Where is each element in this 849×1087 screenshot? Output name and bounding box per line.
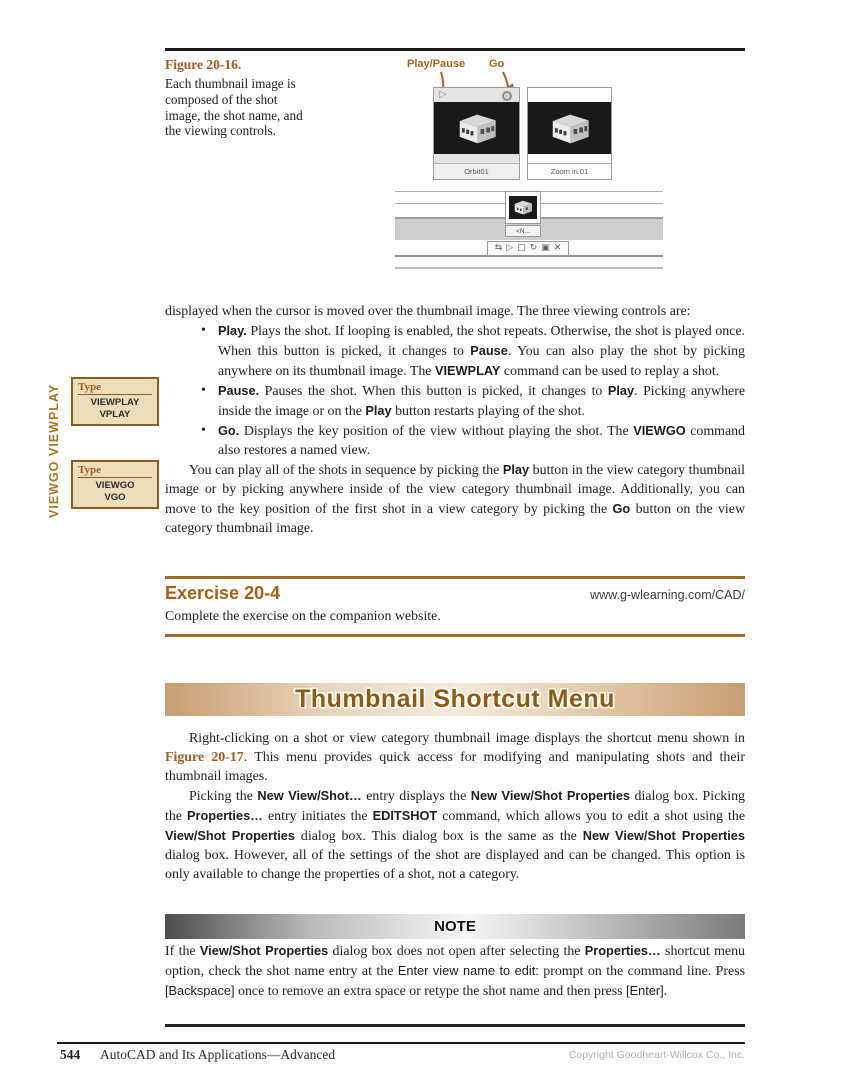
stop-icon: □: [517, 243, 526, 253]
drawing-window-strips: [395, 191, 663, 280]
command-entry: VGO: [104, 492, 126, 503]
exercise-bottom-rule: [165, 634, 745, 637]
shot-thumbnail-orbit01: [433, 87, 520, 180]
shot-image: [528, 102, 611, 154]
figure-caption: [165, 57, 303, 139]
command-entry: VIEWPLAY: [90, 397, 140, 408]
note-title: NOTE: [434, 918, 476, 935]
go-icon: [502, 91, 512, 101]
loop-icon: ⇆: [494, 243, 503, 253]
close-icon: ✕: [553, 243, 562, 253]
house-model-image: [512, 199, 534, 216]
showmotion-toolbar: [487, 241, 569, 256]
footer-rule: [57, 1042, 745, 1044]
play-icon: ▷: [439, 89, 447, 100]
viewing-controls-list: [165, 321, 745, 460]
margin-label-viewplay: VIEWPLAY: [47, 383, 61, 457]
command-entry: VIEWGO: [95, 480, 135, 491]
view-category-thumbnail: [505, 191, 541, 224]
figure-label: Figure 20-16.: [165, 57, 242, 72]
section-heading: Thumbnail Shortcut Menu: [295, 685, 615, 713]
note-end-rule: [165, 1024, 745, 1027]
exercise-body: Complete the exercise on the companion website.: [165, 609, 441, 624]
shortcut-menu-paragraph: Right-clicking on a shot or view category thumbnail image displays the shortcut menu shown in Figure 20-17. This menu provides quick access for modifying and manipulating shots and their thumbnail images.: [165, 731, 745, 784]
list-item: • Play. Plays the shot. If looping is enabled, the shot repeats. Otherwise, the shot is played once. When this button is picked, it changes to Pause. You can also play the shot by picking anywhere on its thumbnail image. The VIEWPLAY command can be used to replay a shot.: [196, 321, 745, 381]
page-number: 544: [60, 1047, 81, 1062]
copyright-notice: Copyright Goodheart-Willcox Co., Inc.: [568, 1049, 745, 1061]
restart-icon: ↻: [529, 243, 538, 253]
note-body: If the View/Shot Properties dialog box does not open after selecting the Properties… shortcut menu option, check the shot name entry at the Enter view name to edit: prompt on the command line. Press [Backspace] once to remove an extra space or retype the shot name and then press [Enter].: [165, 943, 745, 999]
exercise-top-rule: [165, 576, 745, 579]
page-footer: [57, 1047, 745, 1067]
figure-20-16-graphic: [395, 58, 663, 280]
view-category-name-label: <N...: [505, 225, 541, 237]
house-model-image: [547, 111, 593, 146]
command-box-header: Type: [78, 381, 152, 395]
play-icon: ▷: [506, 243, 514, 253]
command-box-header: Type: [78, 464, 152, 478]
command-entry: VPLAY: [99, 409, 131, 420]
shot-name-label: Orbit01: [434, 163, 519, 179]
sequence-paragraph: You can play all of the shots in sequence by picking the Play button in the view category thumbnail image or by picking anywhere inside of the view category thumbnail image. Additionally, you can move to the key position of the first shot in a view category by picking the Go button on the view category thumbnail image.: [165, 462, 745, 536]
figure-top-rule: [165, 48, 745, 51]
go-arrow: [503, 72, 508, 87]
preview-icon: ▣: [541, 243, 550, 253]
figure-caption-text: Each thumbnail image is composed of the shot image, the shot name, and the viewing controls.: [165, 76, 303, 139]
shot-thumbnail-zoom-in-01: [527, 87, 612, 180]
house-model-image: [454, 111, 500, 146]
thumbnail-viewing-controls: [434, 88, 519, 102]
shot-name-label: Zoom in 01: [528, 163, 611, 179]
exercise-url[interactable]: www.g-wlearning.com/CAD/: [590, 588, 745, 602]
book-title: AutoCAD and Its Applications—Advanced: [100, 1047, 336, 1062]
section-heading-banner: [165, 683, 745, 716]
shot-image: [434, 102, 519, 154]
command-box-viewgo: [71, 460, 159, 509]
note-banner: [165, 914, 745, 939]
properties-paragraph: Picking the New View/Shot… entry displays the New View/Shot Properties dialog box. Picking the Properties… entry initiates the EDITSHOT command, which allows you to edit a shot using the View/Shot Properties dialog box. This dialog box is the same as the New View/Shot Properties dialog box. However, all of the settings of the shot are displayed and can be changed. This option is only available to change the properties of a shot, not a category.: [165, 788, 745, 882]
body-text-block: [165, 302, 745, 538]
exercise-section: [165, 576, 745, 637]
go-callout: Go: [489, 58, 505, 70]
margin-label-viewgo: VIEWGO: [47, 460, 61, 518]
list-item: • Pause. Pauses the shot. When this button is picked, it changes to Play. Picking anywhere inside the image or on the Play button restarts playing of the shot.: [196, 381, 745, 421]
exercise-title: Exercise 20-4: [165, 583, 281, 603]
list-item: • Go. Displays the key position of the view without playing the shot. The VIEWGO command also restores a named view.: [196, 421, 745, 460]
command-box-viewplay: [71, 377, 159, 426]
mini-shot-image: [509, 196, 537, 219]
play-pause-callout: Play/Pause: [407, 58, 466, 70]
intro-paragraph: displayed when the cursor is moved over the thumbnail image. The three viewing controls are:: [165, 304, 691, 319]
section-text-block: [165, 729, 745, 884]
